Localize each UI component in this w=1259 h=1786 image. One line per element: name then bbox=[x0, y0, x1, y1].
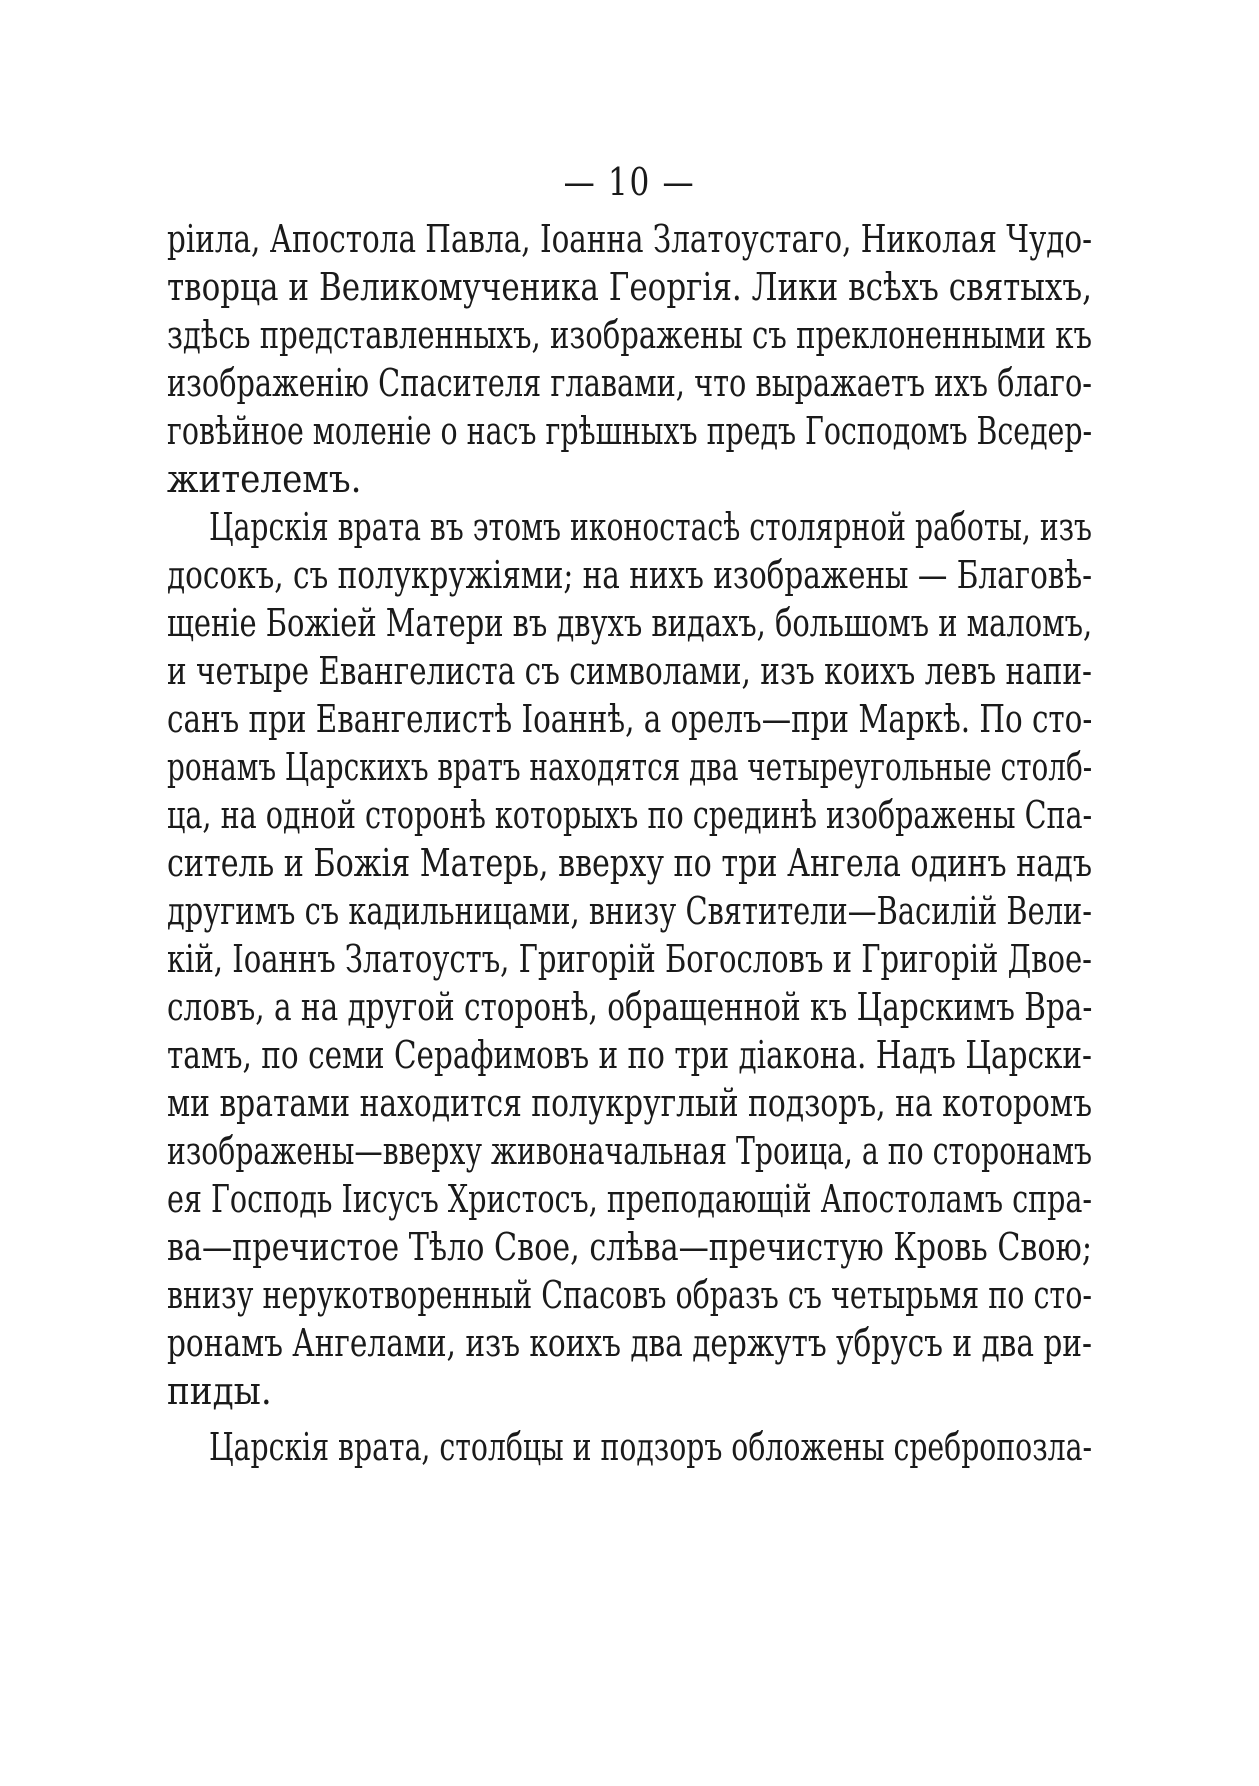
text-line: тамъ, по семи Серафимовъ и по три діакона. Надъ Царски- bbox=[167, 1033, 1092, 1077]
text-line: ріила, Апостола Павла, Іоанна Златоустаго, Николая Чудо- bbox=[167, 217, 1093, 261]
text-line: здѣсь представленныхъ, изображены съ преклоненными къ bbox=[167, 313, 1092, 357]
text-line: ронамъ Царскихъ вратъ находятся два четыреугольные столб- bbox=[167, 745, 1093, 789]
text-line: пиды. bbox=[167, 1369, 272, 1413]
text-line: жителемъ. bbox=[167, 457, 362, 501]
text-line: изображены—вверху живоначальная Троица, а по сторонамъ bbox=[167, 1129, 1092, 1173]
text-line: говѣйное моленіе о насъ грѣшныхъ предъ Господомъ Вседер- bbox=[167, 409, 1093, 453]
text-line: словъ, а на другой сторонѣ, обращенной къ Царскимъ Вра- bbox=[167, 985, 1093, 1029]
text-line: досокъ, съ полукружіями; на нихъ изображены — Благовѣ- bbox=[167, 553, 1093, 597]
text-line: кій, Іоаннъ Златоустъ, Григорій Богословъ и Григорій Двое- bbox=[167, 937, 1092, 981]
text-line: и четыре Евангелиста съ символами, изъ коихъ левъ напи- bbox=[167, 649, 1092, 693]
text-line: ситель и Божія Матерь, вверху по три Ангела одинъ надъ bbox=[167, 841, 1093, 885]
text-line: ея Господь Іисусъ Христосъ, преподающій Апостоламъ спра- bbox=[167, 1177, 1093, 1221]
text-line: ми вратами находится полукруглый подзоръ, на которомъ bbox=[167, 1081, 1092, 1125]
text-line: Царскія врата въ этомъ иконостасѣ столярной работы, изъ bbox=[209, 505, 1092, 549]
page-number: — 10 — bbox=[563, 160, 696, 204]
text-line: ронамъ Ангелами, изъ коихъ два держутъ убрусъ и два ри- bbox=[167, 1321, 1092, 1365]
text-line: творца и Великомученика Георгія. Лики всѣхъ святыхъ, bbox=[167, 265, 1092, 309]
text-line: щеніе Божіей Матери въ двухъ видахъ, большомъ и маломъ, bbox=[167, 601, 1093, 645]
text-line: изображенію Спасителя главами, что выражаетъ ихъ благо- bbox=[167, 361, 1092, 405]
text-line: санъ при Евангелистѣ Іоаннѣ, а орелъ—при Маркѣ. По сто- bbox=[167, 697, 1093, 741]
text-line: другимъ съ кадильницами, внизу Святители—Василій Вели- bbox=[167, 889, 1092, 933]
text-line: ца, на одной сторонѣ которыхъ по срединѣ изображены Спа- bbox=[167, 793, 1093, 837]
text-line: внизу нерукотворенный Спасовъ образъ съ четырьмя по сто- bbox=[167, 1273, 1092, 1317]
text-line: Царскія врата, столбцы и подзоръ обложены сребропозла- bbox=[209, 1425, 1093, 1469]
text-line: ва—пречистое Тѣло Свое, слѣва—пречистую Кровь Свою; bbox=[167, 1225, 1092, 1269]
